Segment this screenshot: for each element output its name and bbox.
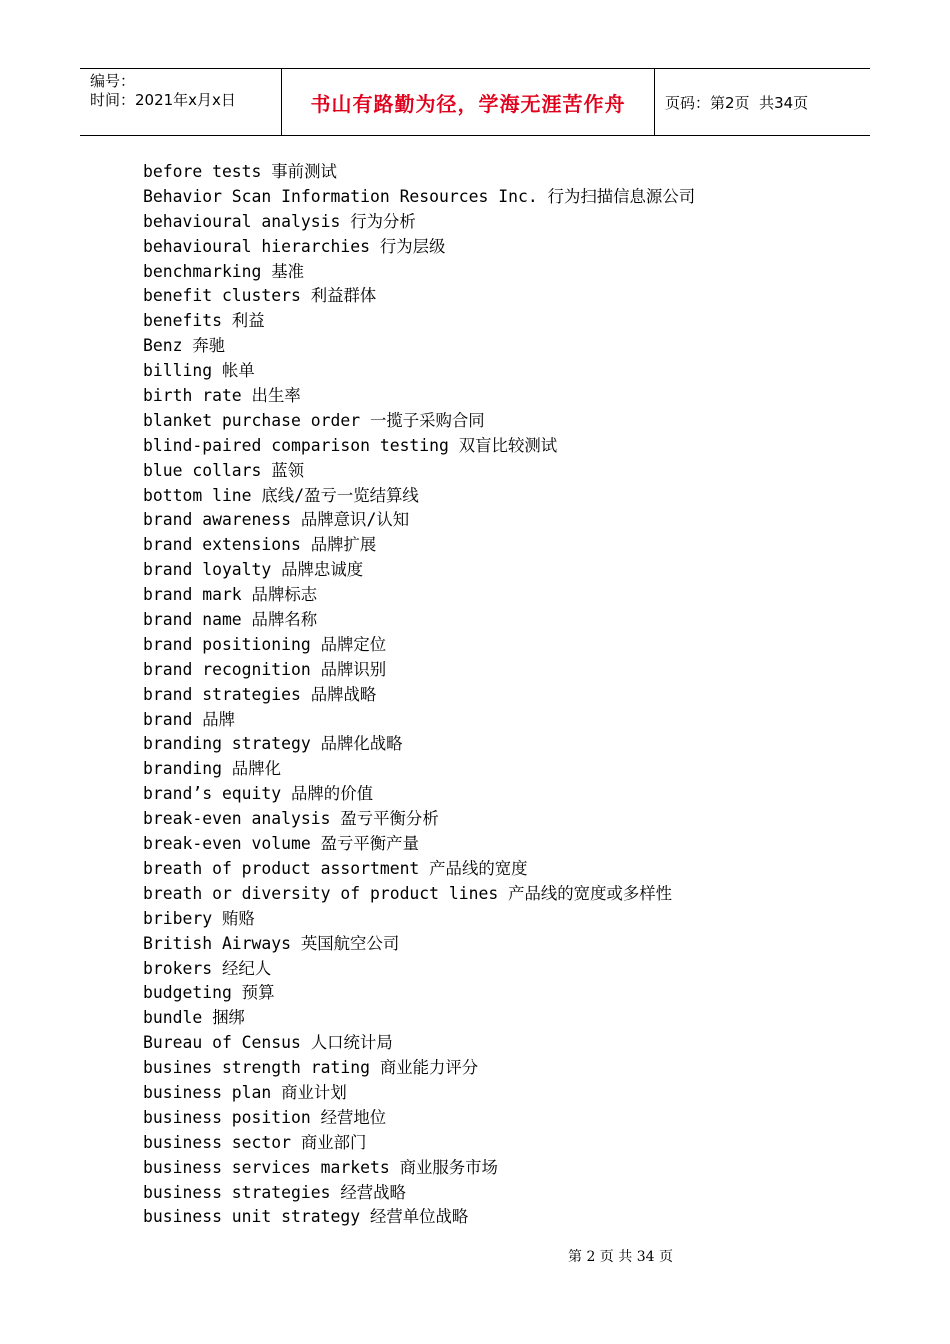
- glossary-entry: branding strategy 品牌化战略: [143, 734, 403, 754]
- page-header: [80, 68, 870, 136]
- glossary-entry: breath or diversity of product lines 产品线的宽度或多样性: [143, 883, 673, 903]
- glossary-entry: break-even analysis 盈亏平衡分析: [143, 809, 439, 829]
- glossary-entry: business sector 商业部门: [143, 1132, 367, 1152]
- glossary-entry: brand positioning 品牌定位: [143, 634, 387, 654]
- glossary-entry: business unit strategy 经营单位战略: [143, 1207, 469, 1227]
- glossary-entry: blind-paired comparison testing 双盲比较测试: [143, 435, 558, 455]
- glossary-entry: behavioural hierarchies 行为层级: [143, 236, 446, 256]
- glossary-entry: benefits 利益: [143, 311, 265, 331]
- glossary-entry: benefit clusters 利益群体: [143, 286, 377, 306]
- page-footer: 第 2 页 共 34 页: [568, 1249, 673, 1265]
- date-line: 时间：2021年x月x日: [90, 91, 236, 109]
- glossary-entry: business strategies 经营战略: [143, 1182, 406, 1202]
- glossary-entry: business plan 商业计划: [143, 1082, 347, 1102]
- glossary-entry: British Airways 英国航空公司: [143, 933, 400, 953]
- glossary-entry: brand name 品牌名称: [143, 610, 318, 630]
- glossary-entry: budgeting 预算: [143, 983, 275, 1003]
- glossary-entry: breath of product assortment 产品线的宽度: [143, 858, 528, 878]
- header-page-info: 页码：第2页 共34页: [665, 93, 809, 112]
- glossary-entry: business position 经营地位: [143, 1107, 387, 1127]
- glossary-entry: brand 品牌: [143, 709, 235, 729]
- glossary-entry: birth rate 出生率: [143, 386, 301, 406]
- glossary-entry: brand’s equity 品牌的价值: [143, 784, 373, 804]
- glossary-entry: branding 品牌化: [143, 759, 281, 779]
- glossary-entry: brokers 经纪人: [143, 958, 272, 978]
- glossary-entry: brand recognition 品牌识别: [143, 659, 387, 679]
- glossary-entry: break-even volume 盈亏平衡产量: [143, 834, 419, 854]
- header-meta: [90, 72, 236, 110]
- glossary-entry: bottom line 底线/盈亏一览结算线: [143, 485, 419, 505]
- glossary-entry: Bureau of Census 人口统计局: [143, 1033, 393, 1053]
- glossary-entry: brand extensions 品牌扩展: [143, 535, 377, 555]
- glossary-entry: benchmarking 基准: [143, 261, 305, 281]
- header-motto: 书山有路勤为径，学海无涯苦作舟: [310, 91, 626, 116]
- glossary-entry: before tests 事前测试: [143, 162, 337, 181]
- glossary-entry: brand loyalty 品牌忠诚度: [143, 560, 364, 580]
- glossary-entry: billing 帐单: [143, 361, 255, 381]
- glossary-entry: behavioural analysis 行为分析: [143, 211, 416, 231]
- glossary-entry: brand mark 品牌标志: [143, 585, 318, 605]
- glossary-entry: blue collars 蓝领: [143, 460, 305, 480]
- glossary-entry: Benz 奔驰: [143, 336, 226, 356]
- glossary-list: [143, 160, 695, 1230]
- glossary-entry: brand awareness 品牌意识/认知: [143, 510, 410, 530]
- glossary-entry: bundle 捆绑: [143, 1008, 245, 1028]
- glossary-entry: bribery 贿赂: [143, 908, 255, 928]
- glossary-entry: blanket purchase order 一揽子采购合同: [143, 410, 485, 430]
- number-label: 编号：: [90, 72, 136, 90]
- glossary-entry: busines strength rating 商业能力评分: [143, 1058, 479, 1078]
- glossary-entry: business services markets 商业服务市场: [143, 1157, 498, 1177]
- glossary-entry: brand strategies 品牌战略: [143, 684, 377, 704]
- header-divider-right: [654, 69, 655, 135]
- glossary-entry: Behavior Scan Information Resources Inc. 行为扫描信息源公司: [143, 186, 696, 206]
